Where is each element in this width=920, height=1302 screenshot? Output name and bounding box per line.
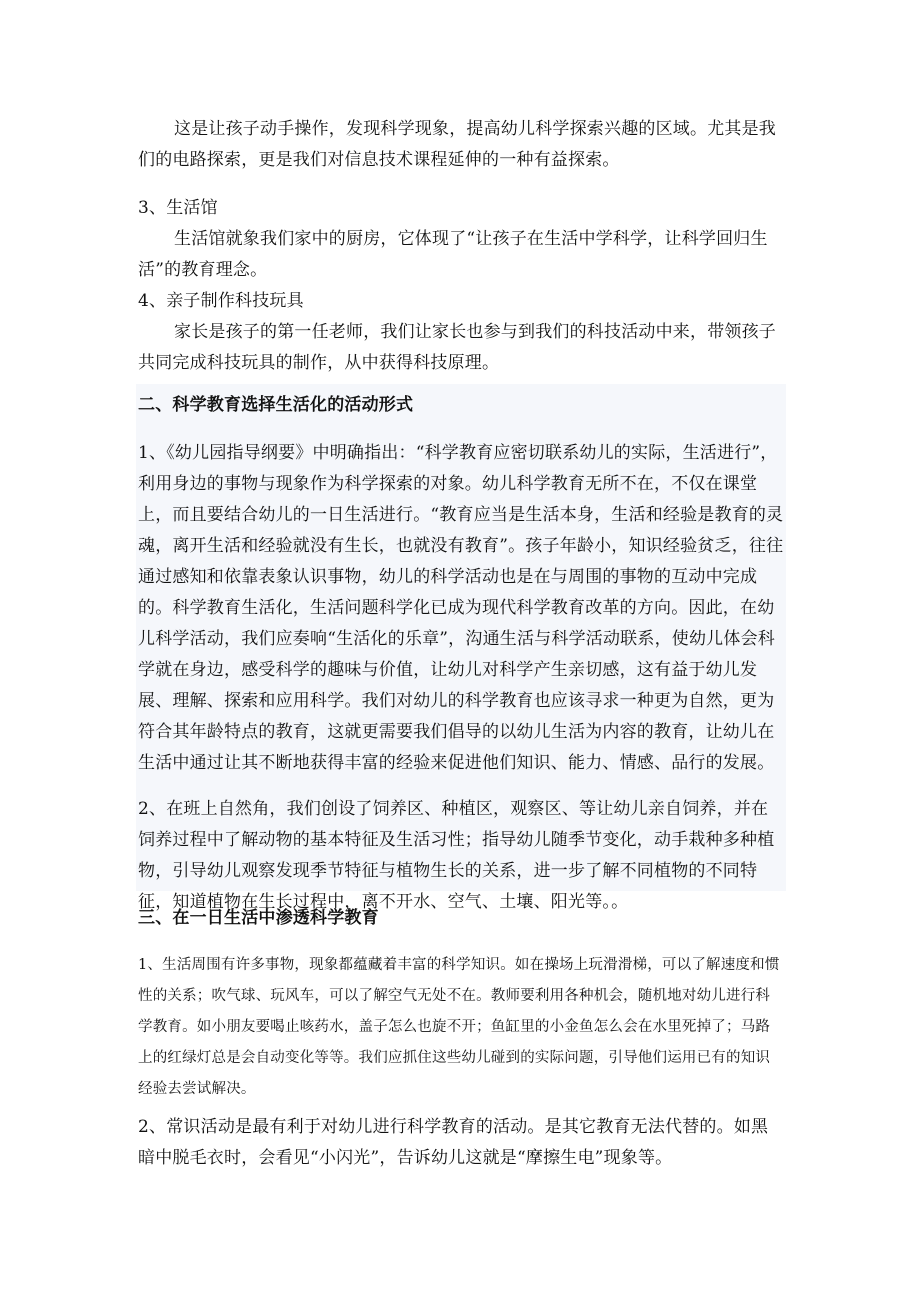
intro-paragraph: 这是让孩子动手操作，发现科学现象，提高幼儿科学探索兴趣的区域。尤其是我们的电路探索，更是我们对信息技术课程延伸的一种有益探索。	[138, 119, 776, 170]
section-3-paragraph-1: 1、生活周围有许多事物，现象都蕴藏着丰富的科学知识。如在操场上玩滑滑梯，可以了解速度和惯性的关系；吹气球、玩风车，可以了解空气无处不在。教师要利用各种机会，随机地对幼儿进行科学教育。如小朋友要喝止咳药水，盖子怎么也旋不开；鱼缸里的小金鱼怎么会在水里死掉了；马路上的红绿灯总是会自动变化等等。我们应抓住这些幼儿碰到的实际问题，引导他们运用已有的知识经验去尝试解决。	[138, 957, 780, 1097]
section-2-paragraph-2: 2、在班上自然角，我们创设了饲养区、种植区，观察区、等让幼儿亲自饲养，并在饲养过程中了解动物的基本特征及生活习性；指导幼儿随季节变化，动手栽种多种植物，引导幼儿观察发现季节特征与植物生长的关系，进一步了解不同植物的不同特征，知道植物在生长过程中，离不开水、空气、土壤、阳光等。。	[138, 799, 775, 912]
item-3-paragraph: 生活馆就象我们家中的厨房，它体现了“让孩子在生活中学科学，让科学回归生活”的教育理念。	[138, 229, 768, 280]
section-2-paragraph-1: 1、《幼儿园指导纲要》中明确指出：“科学教育应密切联系幼儿的实际，生活进行”，利用身边的事物与现象作为科学探索的对象。幼儿科学教育无所不在，不仅在课堂上，而且要结合幼儿的一日生活进行。“教育应当是生活本身，生活和经验是教育的灵魂，离开生活和经验就没有生长，也就没有教育”。孩子年龄小，知识经验贫乏，往往通过感知和依靠表象认识事物，幼儿的科学活动也是在与周围的事物的互动中完成的。科学教育生活化，生活问题科学化已成为现代科学教育改革的方向。因此，在幼儿科学活动，我们应奏响“生活化的乐章”，沟通生活与科学活动联系，使幼儿体会科学就在身边，感受科学的趣味与价值，让幼儿对科学产生亲切感，这有益于幼儿发展、理解、探索和应用科学。我们对幼儿的科学教育也应该寻求一种更为自然，更为符合其年龄特点的教育，这就更需要我们倡导的以幼儿生活为内容的教育，让幼儿在生活中通过让其不断地获得丰富的经验来促进他们知识、能力、情感、品行的发展。	[138, 443, 784, 773]
section-2-title: 二、科学教育选择生活化的活动形式	[138, 395, 414, 415]
item-4-heading: 4、亲子制作科技玩具	[138, 291, 304, 311]
section-3-paragraph-2: 2、常识活动是最有利于对幼儿进行科学教育的活动。是其它教育无法代替的。如黑暗中脱毛衣时，会看见“小闪光”，告诉幼儿这就是“摩擦生电”现象等。	[138, 1117, 769, 1168]
section-3-title: 三、在一日生活中渗透科学教育	[138, 908, 379, 928]
item-3-heading: 3、生活馆	[138, 198, 218, 218]
item-4-paragraph: 家长是孩子的第一任老师，我们让家长也参与到我们的科技活动中来，带领孩子共同完成科技玩具的制作，从中获得科技原理。	[138, 322, 776, 373]
